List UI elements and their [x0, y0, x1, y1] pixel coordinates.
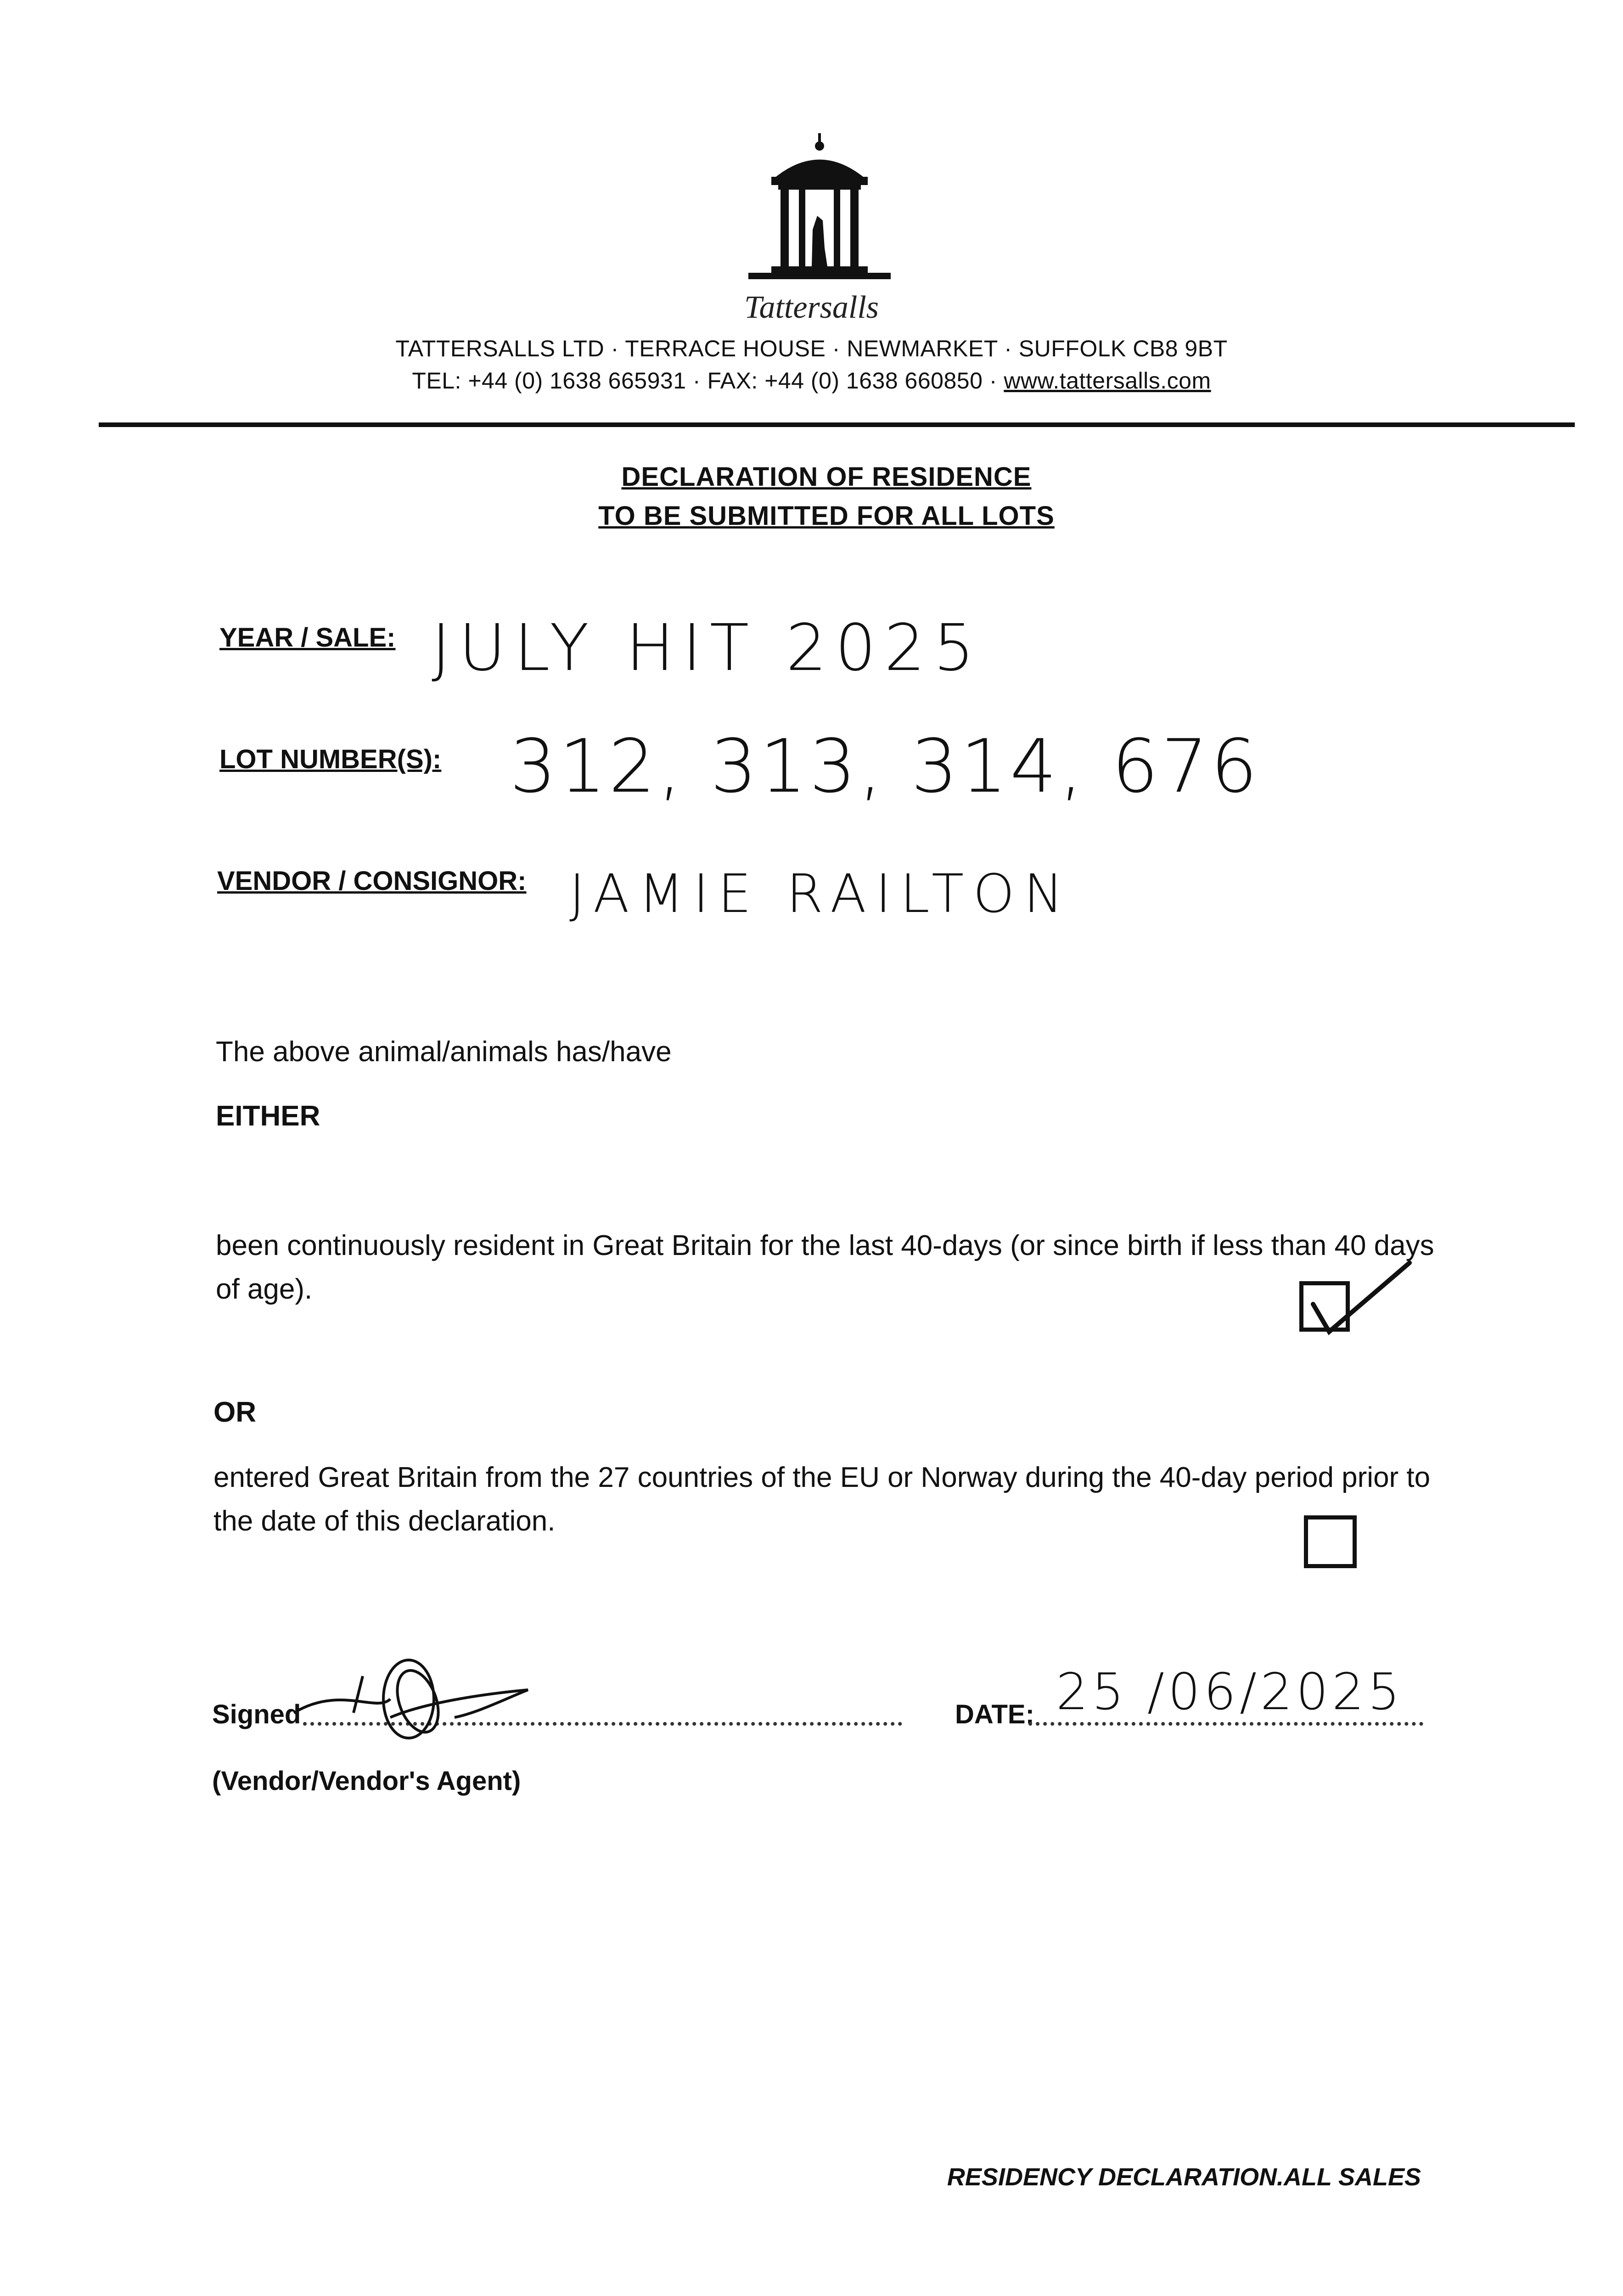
vendor-label: VENDOR / CONSIGNOR:: [217, 866, 527, 896]
footer-text: RESIDENCY DECLARATION.ALL SALES: [947, 2163, 1421, 2191]
brand-name: Tattersalls: [744, 290, 879, 325]
intro-text: The above animal/animals has/have: [216, 1036, 672, 1068]
agent-label: (Vendor/Vendor's Agent): [212, 1766, 521, 1796]
checkmark-icon: [1309, 1258, 1414, 1341]
contact-line: [0, 367, 1623, 394]
address-line: TATTERSALLS LTD · TERRACE HOUSE · NEWMARKET · SUFFOLK CB8 9BT: [395, 336, 1228, 361]
either-heading: EITHER: [216, 1100, 320, 1132]
phone-fax: TEL: +44 (0) 1638 665931 · FAX: +44 (0) 1638 660850 ·: [412, 368, 997, 394]
signed-label: Signed: [212, 1699, 301, 1729]
year-sale-label: YEAR / SALE:: [219, 623, 396, 653]
date-line[interactable]: [1028, 1722, 1423, 1726]
date-label: DATE:: [955, 1699, 1034, 1729]
option-2-text: entered Great Britain from the 27 countries of the EU or Norway during the 40-day period prior to the date of this declaration.: [213, 1462, 1431, 1537]
header-divider: [99, 422, 1575, 427]
date-value[interactable]: 25 /06/2025: [1056, 1662, 1404, 1721]
or-heading: OR: [213, 1396, 256, 1428]
option-2-checkbox[interactable]: [1304, 1515, 1357, 1568]
tattersalls-logo-icon: [744, 133, 895, 298]
option-1-text: been continuously resident in Great Britain for the last 40-days (or since birth if less than 40 days of age).: [216, 1230, 1434, 1305]
title-line-2: TO BE SUBMITTED FOR ALL LOTS: [598, 501, 1055, 531]
lot-numbers-label: LOT NUMBER(S):: [219, 744, 442, 774]
signature-scribble-icon: [285, 1644, 542, 1750]
year-sale-value[interactable]: JULY HIT 2025: [432, 611, 983, 686]
vendor-value[interactable]: JAMIE RAILTON: [569, 863, 1073, 925]
lot-numbers-value[interactable]: 312, 313, 314, 676: [510, 723, 1260, 809]
website-link[interactable]: www.tattersalls.com: [1004, 368, 1211, 394]
title-line-1: DECLARATION OF RESIDENCE: [621, 462, 1032, 492]
